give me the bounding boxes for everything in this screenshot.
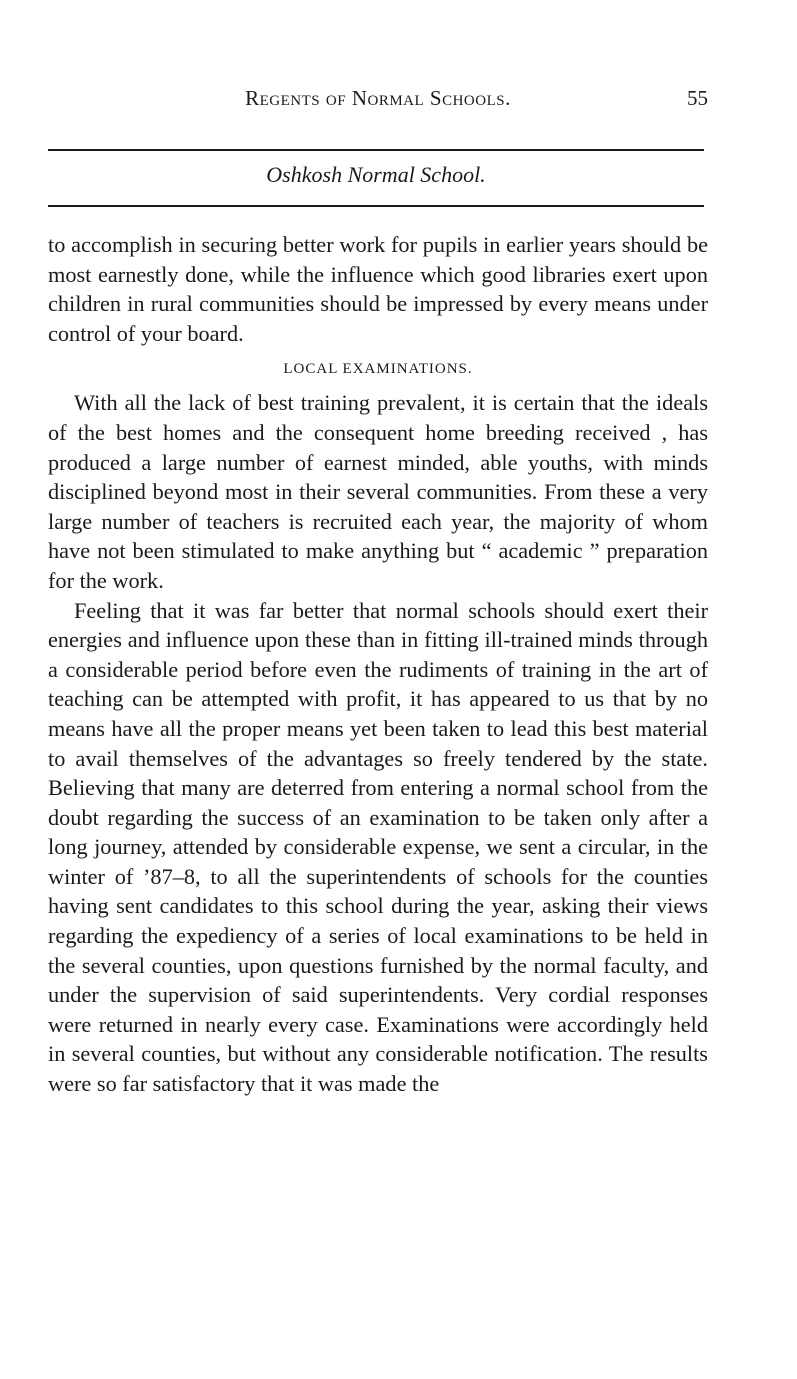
page-number: 55: [687, 86, 708, 110]
section-heading: Oshkosh Normal School.: [266, 162, 486, 187]
body-text: [48, 230, 708, 1099]
header-rule-bottom: [48, 205, 704, 207]
running-head: [48, 86, 708, 118]
running-head-title: Regents of Normal Schools.: [245, 86, 511, 110]
book-page: [48, 0, 708, 1379]
paragraph-continued: to accomplish in securing better work for pupils in earlier years should be most earnestly done, while the influence which good libraries exert upon children in rural communities should be impressed by every means under control of your board.: [48, 232, 708, 346]
paragraph: With all the lack of best training prevalent, it is certain that the ideals of the best homes and the consequent home breeding received , has produced a large number of earnest minded, able youths, with minds disciplined beyond most in their several communities. From these a very large number of teachers is recruited each year, the majority of whom have not been stimulated to make anything but “ academic ” preparation for the work.: [48, 390, 708, 593]
paragraph: Feeling that it was far better that normal schools should exert their energies and influence upon these than in fitting ill-trained minds through a considerable period before even the rudiments of training in the art of teaching can be attempted with profit, it has appeared to us that by no means have all the proper means yet been taken to lead this best material to avail themselves of the advantages so freely tendered by the state. Believing that many are deterred from entering a normal school from the doubt regarding the success of an examination to be taken only after a long journey, attended by considerable expense, we sent a circular, in the winter of ’87–8, to all the superintendents of schools for the counties having sent candidates to this school during the year, asking their views regarding the expediency of a series of local examinations to be held in the several counties, upon questions furnished by the normal faculty, and under the supervision of said superintendents. Very cordial responses were returned in nearly every case. Examinations were accordingly held in several counties, but without any considerable notification. The results were so far satisfactory that it was made the: [48, 597, 708, 1097]
header-rule-top: [48, 149, 704, 151]
subheading-local-examinations: LOCAL EXAMINATIONS.: [283, 361, 473, 378]
